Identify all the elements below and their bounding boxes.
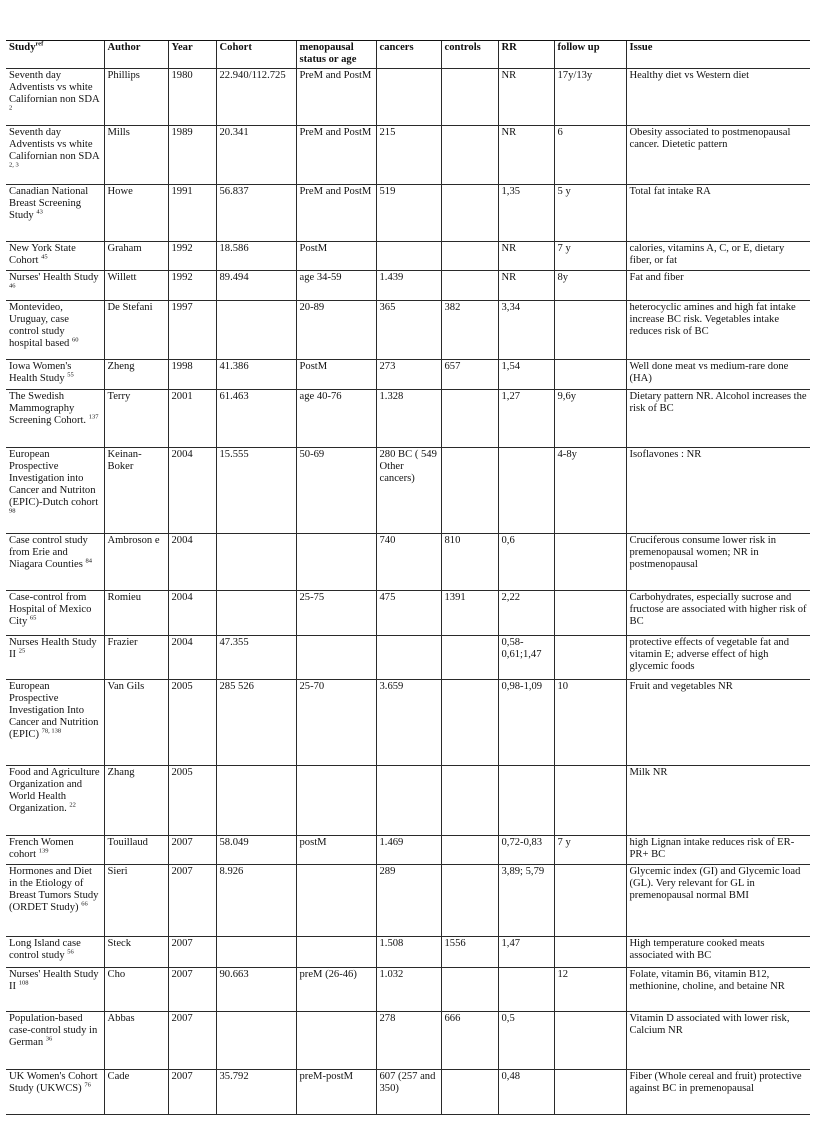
cell-rr: 0,48 — [498, 1070, 554, 1115]
col-header-follow-up: follow up — [554, 41, 626, 69]
study-name: European Prospective Investigation into Cancer and Nutriton (EPIC)-Dutch cohort — [9, 449, 99, 508]
cell-follow-up: 4-8y — [554, 448, 626, 534]
cell-controls: 657 — [441, 360, 498, 390]
study-ref: 139 — [38, 847, 49, 855]
cell-cancers — [376, 69, 441, 126]
cell-study — [6, 636, 104, 680]
cell-study — [6, 185, 104, 242]
cell-follow-up — [554, 301, 626, 360]
study-name: UK Women's Cohort Study (UKWCS) — [9, 1071, 98, 1094]
cell-menopausal: age 34-59 — [296, 271, 376, 301]
cell-follow-up — [554, 1012, 626, 1070]
cell-cohort — [216, 301, 296, 360]
cell-author: Zheng — [104, 360, 168, 390]
cell-controls — [441, 680, 498, 766]
cell-cohort — [216, 534, 296, 591]
cell-study — [6, 242, 104, 271]
cell-menopausal — [296, 534, 376, 591]
study-ref: 55 — [67, 371, 74, 379]
cell-issue: protective effects of vegetable fat and vitamin E; adverse effect of high glycemic foods — [626, 636, 810, 680]
table-row — [6, 242, 810, 271]
cell-follow-up: 12 — [554, 968, 626, 1012]
cell-author: Mills — [104, 126, 168, 185]
cell-study — [6, 680, 104, 766]
cell-follow-up: 9,6y — [554, 390, 626, 448]
cell-year: 2007 — [168, 937, 216, 968]
cell-controls — [441, 836, 498, 865]
cell-study — [6, 271, 104, 301]
cell-year: 2004 — [168, 448, 216, 534]
cell-controls: 1556 — [441, 937, 498, 968]
col-header-rr: RR — [498, 41, 554, 69]
cell-issue: Cruciferous consume lower risk in premenopausal women; NR in postmenopausal — [626, 534, 810, 591]
cell-cancers: 278 — [376, 1012, 441, 1070]
cell-cohort: 8.926 — [216, 865, 296, 937]
cell-rr: 3,34 — [498, 301, 554, 360]
cell-author: Phillips — [104, 69, 168, 126]
study-name: French Women cohort — [9, 837, 74, 860]
study-name: Population-based case-control study in German — [9, 1013, 98, 1048]
cell-rr: NR — [498, 242, 554, 271]
cell-rr: NR — [498, 69, 554, 126]
cell-menopausal: 25-75 — [296, 591, 376, 636]
cell-year: 1997 — [168, 301, 216, 360]
study-name: Seventh day Adventists vs white Californian non SDA — [9, 127, 100, 162]
cell-year: 2005 — [168, 766, 216, 836]
cell-follow-up: 10 — [554, 680, 626, 766]
cell-year: 1980 — [168, 69, 216, 126]
cell-controls — [441, 766, 498, 836]
cell-controls — [441, 69, 498, 126]
table-row — [6, 636, 810, 680]
cell-study — [6, 390, 104, 448]
cell-issue: Fruit and vegetables NR — [626, 680, 810, 766]
cell-rr: NR — [498, 271, 554, 301]
study-name: Nurses Health Study II — [9, 637, 97, 660]
cell-cancers: 273 — [376, 360, 441, 390]
study-ref: 25 — [18, 647, 26, 655]
cell-rr: 1,35 — [498, 185, 554, 242]
cell-follow-up: 7 y — [554, 836, 626, 865]
cell-cohort: 61.463 — [216, 390, 296, 448]
cell-issue: Milk NR — [626, 766, 810, 836]
cell-follow-up — [554, 865, 626, 937]
study-ref: 66 — [81, 900, 88, 908]
table-row — [6, 836, 810, 865]
cell-cohort: 90.663 — [216, 968, 296, 1012]
cell-menopausal: preM (26-46) — [296, 968, 376, 1012]
cell-cohort: 47.355 — [216, 636, 296, 680]
study-name: Iowa Women's Health Study — [9, 361, 72, 384]
cell-controls — [441, 865, 498, 937]
cell-study — [6, 69, 104, 126]
cell-rr: 1,54 — [498, 360, 554, 390]
cell-cancers: 1.439 — [376, 271, 441, 301]
cell-menopausal: 50-69 — [296, 448, 376, 534]
study-name: Seventh day Adventists vs white Californian non SDA — [9, 70, 100, 105]
table-row — [6, 126, 810, 185]
study-ref: 56 — [67, 948, 74, 956]
cell-rr: 0,5 — [498, 1012, 554, 1070]
cell-cancers: 1.328 — [376, 390, 441, 448]
cell-cancers — [376, 636, 441, 680]
table-row — [6, 865, 810, 937]
cell-follow-up — [554, 360, 626, 390]
col-header-author: Author — [104, 41, 168, 69]
cell-year: 1992 — [168, 271, 216, 301]
cell-follow-up — [554, 534, 626, 591]
cell-cohort — [216, 766, 296, 836]
cell-controls — [441, 271, 498, 301]
cell-menopausal: postM — [296, 836, 376, 865]
table-row — [6, 534, 810, 591]
study-name: Case-control from Hospital of Mexico City — [9, 592, 92, 627]
cell-year: 2007 — [168, 1012, 216, 1070]
cell-year: 2007 — [168, 1070, 216, 1115]
cell-author: Frazier — [104, 636, 168, 680]
cell-controls — [441, 185, 498, 242]
cell-rr — [498, 968, 554, 1012]
cell-menopausal — [296, 865, 376, 937]
study-name: Case control study from Erie and Niagara Counties — [9, 535, 88, 570]
table-row — [6, 1012, 810, 1070]
cell-menopausal: PreM and PostM — [296, 69, 376, 126]
cell-issue: Glycemic index (GI) and Glycemic load (GL). Very relevant for GL in premenopausal normal BMI — [626, 865, 810, 937]
cell-year: 1991 — [168, 185, 216, 242]
cell-issue: Vitamin D associated with lower risk, Calcium NR — [626, 1012, 810, 1070]
cell-study — [6, 1070, 104, 1115]
cell-menopausal: 20-89 — [296, 301, 376, 360]
cell-issue: High temperature cooked meats associated with BC — [626, 937, 810, 968]
cell-cancers: 519 — [376, 185, 441, 242]
cell-cancers: 3.659 — [376, 680, 441, 766]
study-name: Montevideo, Uruguay, case control study hospital based — [9, 302, 70, 349]
studies-table — [6, 40, 810, 1115]
cell-cohort: 15.555 — [216, 448, 296, 534]
cell-cancers — [376, 766, 441, 836]
study-name: Long Island case control study — [9, 938, 81, 961]
study-name: European Prospective Investigation Into Cancer and Nutrition (EPIC) — [9, 681, 99, 740]
cell-author: Keinan-Boker — [104, 448, 168, 534]
cell-cohort: 58.049 — [216, 836, 296, 865]
cell-cancers: 1.469 — [376, 836, 441, 865]
cell-issue: Obesity associated to postmenopausal cancer. Dietetic pattern — [626, 126, 810, 185]
cell-issue: Fat and fiber — [626, 271, 810, 301]
cell-year: 1992 — [168, 242, 216, 271]
study-ref: 2 — [9, 104, 13, 112]
cell-cohort: 20.341 — [216, 126, 296, 185]
cell-controls: 382 — [441, 301, 498, 360]
cell-author: Steck — [104, 937, 168, 968]
cell-rr: 0,98-1,09 — [498, 680, 554, 766]
col-header-menopausal: menopausal status or age — [296, 41, 376, 69]
cell-study — [6, 968, 104, 1012]
cell-cancers: 215 — [376, 126, 441, 185]
cell-study — [6, 937, 104, 968]
cell-author: Willett — [104, 271, 168, 301]
study-name: Food and Agriculture Organization and World Health Organization. — [9, 767, 100, 814]
cell-rr: 2,22 — [498, 591, 554, 636]
cell-year: 2007 — [168, 836, 216, 865]
cell-cancers: 1.508 — [376, 937, 441, 968]
cell-author: Sieri — [104, 865, 168, 937]
cell-year: 2005 — [168, 680, 216, 766]
study-name: Hormones and Diet in the Etiology of Breast Tumors Study (ORDET Study) — [9, 866, 99, 913]
cell-author: Ambroson e — [104, 534, 168, 591]
col-header-issue: Issue — [626, 41, 810, 69]
cell-issue: Fiber (Whole cereal and fruit) protective against BC in premenopausal — [626, 1070, 810, 1115]
cell-year: 2004 — [168, 636, 216, 680]
table-row — [6, 271, 810, 301]
cell-menopausal — [296, 937, 376, 968]
cell-issue: Isoflavones : NR — [626, 448, 810, 534]
cell-issue: Well done meat vs medium-rare done (HA) — [626, 360, 810, 390]
study-ref: 98 — [9, 507, 16, 514]
cell-controls — [441, 448, 498, 534]
cell-cancers: 365 — [376, 301, 441, 360]
cell-issue: calories, vitamins A, C, or E, dietary fiber, or fat — [626, 242, 810, 271]
col-header-study: Study$^{ref}$ — [6, 41, 104, 69]
cell-controls: 666 — [441, 1012, 498, 1070]
table-row — [6, 766, 810, 836]
cell-cohort — [216, 1012, 296, 1070]
cell-study — [6, 591, 104, 636]
study-ref: 84 — [85, 557, 92, 565]
table-row — [6, 1070, 810, 1115]
cell-rr: NR — [498, 126, 554, 185]
cell-study — [6, 836, 104, 865]
cell-issue: Folate, vitamin B6, vitamin B12, methionine, choline, and betaine NR — [626, 968, 810, 1012]
col-header-study-sup: ref — [35, 40, 44, 48]
table-row — [6, 448, 810, 534]
cell-menopausal — [296, 766, 376, 836]
cell-year: 2007 — [168, 968, 216, 1012]
cell-controls — [441, 126, 498, 185]
cell-cohort: 41.386 — [216, 360, 296, 390]
table-row — [6, 390, 810, 448]
cell-follow-up: 5 y — [554, 185, 626, 242]
cell-follow-up — [554, 591, 626, 636]
study-ref: 45 — [41, 253, 48, 261]
cell-rr: 1,27 — [498, 390, 554, 448]
cell-year: 2004 — [168, 534, 216, 591]
cell-cohort: 56.837 — [216, 185, 296, 242]
table-row — [6, 301, 810, 360]
col-header-year: Year — [168, 41, 216, 69]
table-row — [6, 360, 810, 390]
cell-menopausal: PostM — [296, 242, 376, 271]
study-ref: 108 — [18, 979, 29, 987]
study-ref: 76 — [84, 1081, 91, 1089]
cell-rr: 1,47 — [498, 937, 554, 968]
cell-rr — [498, 448, 554, 534]
study-ref: 36 — [45, 1035, 53, 1043]
cell-menopausal: preM-postM — [296, 1070, 376, 1115]
cell-rr: 3,89; 5,79 — [498, 865, 554, 937]
col-header-controls: controls — [441, 41, 498, 69]
cell-menopausal: age 40-76 — [296, 390, 376, 448]
cell-study — [6, 126, 104, 185]
cell-author: Graham — [104, 242, 168, 271]
cell-study — [6, 448, 104, 534]
table-row — [6, 937, 810, 968]
cell-author: Abbas — [104, 1012, 168, 1070]
cell-author: Touillaud — [104, 836, 168, 865]
cell-study — [6, 1012, 104, 1070]
cell-author: Cade — [104, 1070, 168, 1115]
cell-rr: 0,58-0,61;1,47 — [498, 636, 554, 680]
cell-follow-up — [554, 636, 626, 680]
cell-cancers: 289 — [376, 865, 441, 937]
cell-cancers: 607 (257 and 350) — [376, 1070, 441, 1115]
study-name: Nurses' Health Study II — [9, 969, 99, 992]
cell-rr — [498, 766, 554, 836]
cell-issue: Healthy diet vs Western diet — [626, 69, 810, 126]
cell-issue: Total fat intake RA — [626, 185, 810, 242]
cell-menopausal: PreM and PostM — [296, 185, 376, 242]
cell-controls — [441, 1070, 498, 1115]
cell-study — [6, 865, 104, 937]
cell-cohort — [216, 591, 296, 636]
cell-cohort: 89.494 — [216, 271, 296, 301]
cell-year: 2007 — [168, 865, 216, 937]
cell-follow-up — [554, 766, 626, 836]
cell-author: Romieu — [104, 591, 168, 636]
cell-rr: 0,6 — [498, 534, 554, 591]
cell-follow-up: 17y/13y — [554, 69, 626, 126]
cell-follow-up — [554, 1070, 626, 1115]
cell-cohort: 35.792 — [216, 1070, 296, 1115]
study-name: Nurses' Health Study — [9, 272, 99, 283]
study-ref: 22 — [69, 801, 76, 809]
cell-issue: heterocyclic amines and high fat intake increase BC risk. Vegetables intake reduces risk of BC — [626, 301, 810, 360]
cell-year: 1989 — [168, 126, 216, 185]
table-row — [6, 680, 810, 766]
cell-follow-up: 8y — [554, 271, 626, 301]
cell-cohort: 285 526 — [216, 680, 296, 766]
cell-author: Van Gils — [104, 680, 168, 766]
cell-author: Howe — [104, 185, 168, 242]
study-ref: 2, 3 — [9, 161, 19, 169]
study-name: Canadian National Breast Screening Study — [9, 186, 89, 221]
cell-year: 2001 — [168, 390, 216, 448]
study-name: New York State Cohort — [9, 243, 76, 266]
cell-issue: high Lignan intake reduces risk of ER- PR+ BC — [626, 836, 810, 865]
cell-author: Zhang — [104, 766, 168, 836]
study-name: The Swedish Mammography Screening Cohort. — [9, 391, 87, 426]
cell-cohort: 22.940/112.725 — [216, 69, 296, 126]
cell-menopausal: 25-70 — [296, 680, 376, 766]
cell-follow-up — [554, 937, 626, 968]
cell-issue: Carbohydrates, especially sucrose and fructose are associated with higher risk of BC — [626, 591, 810, 636]
cell-controls — [441, 636, 498, 680]
cell-menopausal — [296, 1012, 376, 1070]
cell-cohort — [216, 937, 296, 968]
cell-controls — [441, 968, 498, 1012]
study-ref: 65 — [29, 614, 37, 622]
cell-menopausal: PreM and PostM — [296, 126, 376, 185]
cell-controls — [441, 242, 498, 271]
cell-cancers: 280 BC ( 549 Other cancers) — [376, 448, 441, 534]
cell-study — [6, 766, 104, 836]
col-header-cohort: Cohort — [216, 41, 296, 69]
cell-follow-up: 7 y — [554, 242, 626, 271]
table-row — [6, 591, 810, 636]
cell-controls — [441, 390, 498, 448]
study-ref: 137 — [88, 413, 99, 421]
table-row — [6, 968, 810, 1012]
cell-follow-up: 6 — [554, 126, 626, 185]
cell-author: De Stefani — [104, 301, 168, 360]
cell-cancers: 1.032 — [376, 968, 441, 1012]
cell-year: 2004 — [168, 591, 216, 636]
cell-study — [6, 534, 104, 591]
col-header-cancers: cancers — [376, 41, 441, 69]
study-ref: 46 — [9, 282, 16, 290]
cell-menopausal: PostM — [296, 360, 376, 390]
table-row — [6, 69, 810, 126]
cell-study — [6, 301, 104, 360]
study-ref: 60 — [71, 336, 79, 344]
cell-menopausal — [296, 636, 376, 680]
cell-cancers: 475 — [376, 591, 441, 636]
cell-controls: 1391 — [441, 591, 498, 636]
cell-cohort: 18.586 — [216, 242, 296, 271]
cell-cancers — [376, 242, 441, 271]
cell-controls: 810 — [441, 534, 498, 591]
cell-issue: Dietary pattern NR. Alcohol increases the risk of BC — [626, 390, 810, 448]
study-ref: 43 — [36, 208, 43, 216]
cell-cancers: 740 — [376, 534, 441, 591]
cell-author: Terry — [104, 390, 168, 448]
study-ref: 78, 138 — [41, 727, 62, 735]
cell-author: Cho — [104, 968, 168, 1012]
cell-study — [6, 360, 104, 390]
header-row — [6, 41, 810, 69]
cell-rr: 0,72-0,83 — [498, 836, 554, 865]
table-body — [6, 69, 810, 1115]
table-row — [6, 185, 810, 242]
cell-year: 1998 — [168, 360, 216, 390]
